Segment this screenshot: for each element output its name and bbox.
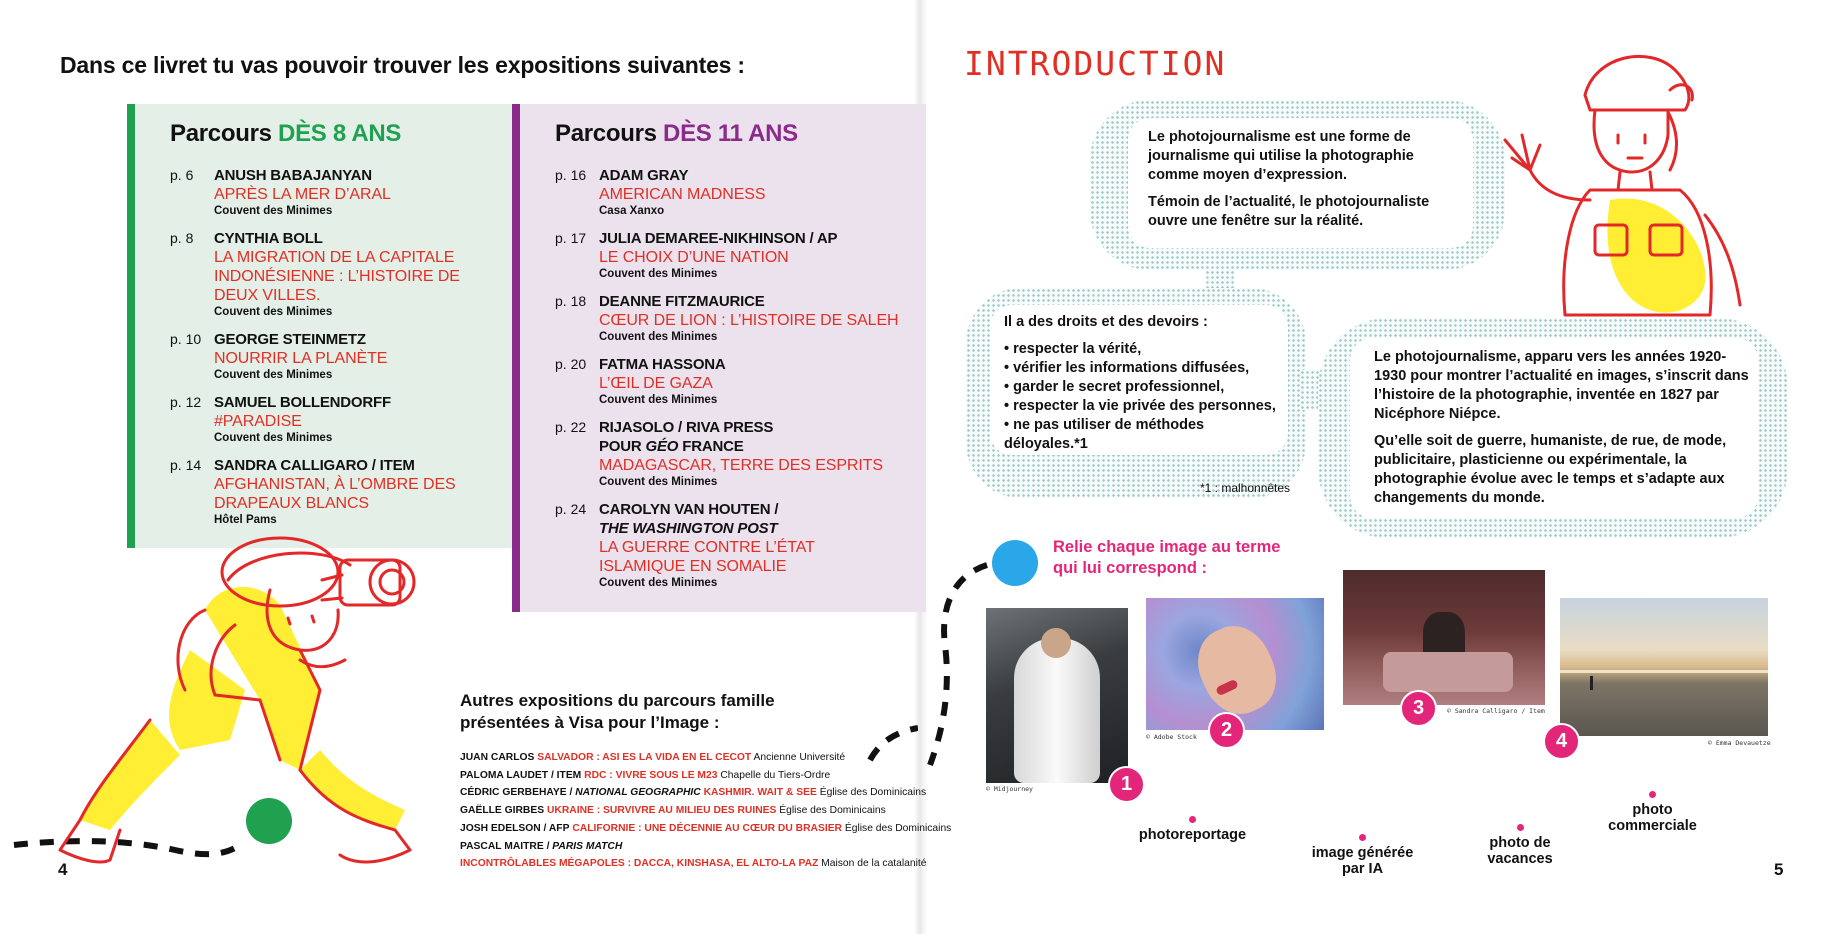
other-title: CALIFORNIE : UNE DÉCENNIE AU CŒUR DU BRASIER bbox=[572, 822, 842, 834]
exhibition-author: ANUSH BABAJANYAN bbox=[214, 167, 372, 184]
exhibition-entry bbox=[170, 393, 514, 446]
other-title: SALVADOR : ASI ES LA VIDA EN EL CECOT bbox=[537, 752, 752, 763]
exhibition-location: Couvent des Minimes bbox=[599, 331, 718, 343]
exhibition-location: Couvent des Minimes bbox=[214, 432, 333, 444]
exhibition-author: GEORGE STEINMETZ bbox=[214, 331, 366, 348]
exhibition-author-line2 bbox=[599, 437, 920, 456]
exhibition-author: SANDRA CALLIGARO / ITEM bbox=[214, 457, 415, 474]
blue-dot bbox=[992, 540, 1038, 586]
exhibition-author: ADAM GRAY bbox=[599, 167, 689, 184]
dashed-path-exercise bbox=[925, 555, 995, 775]
exhibition-author: FATMA HASSONA bbox=[599, 356, 726, 373]
photo-ai-generated bbox=[986, 608, 1128, 783]
exhibition-list bbox=[170, 166, 514, 538]
exhibition-title: #PARADISE bbox=[214, 413, 302, 430]
intro-title: INTRODUCTION bbox=[964, 44, 1227, 83]
other-author-publication: PARIS MATCH bbox=[552, 840, 623, 852]
other-author: JUAN CARLOS bbox=[460, 752, 535, 763]
panel-title-age: DÈS 8 ANS bbox=[278, 120, 402, 147]
panel-title bbox=[170, 120, 401, 148]
duties-intro: Il a des droits et des devoirs : bbox=[1004, 314, 1208, 330]
other-exhibition-row bbox=[460, 784, 951, 802]
other-author: PASCAL MAITRE / bbox=[460, 840, 553, 852]
other-author: CÉDRIC GERBEHAYE / bbox=[460, 787, 576, 799]
other-exhibition-row bbox=[460, 802, 951, 820]
other-location: Ancienne Université bbox=[753, 752, 846, 763]
page-ref: p. 24 bbox=[555, 501, 587, 517]
green-dot bbox=[246, 798, 292, 844]
speech-bubble-3 bbox=[1350, 338, 1758, 518]
photo-number-badge: 1 bbox=[1108, 766, 1145, 803]
page-number-left: 4 bbox=[58, 860, 68, 879]
other-author-publication: NATIONAL GEOGRAPHIC bbox=[575, 787, 701, 799]
other-title: INCONTRÔLABLES MÉGAPOLES : DACCA, KINSHASA, EL ALTO-LA PAZ bbox=[460, 858, 819, 870]
exhibition-author: SAMUEL BOLLENDORFF bbox=[214, 394, 391, 411]
exhibition-title: AMERICAN MADNESS bbox=[599, 186, 766, 203]
panel-title bbox=[555, 120, 798, 148]
exhibition-title: LE CHOIX D’UNE NATION bbox=[599, 249, 789, 266]
exhibition-author: CAROLYN VAN HOUTEN / bbox=[599, 501, 779, 518]
duties-list bbox=[1004, 340, 1289, 454]
exhibition-location: Couvent des Minimes bbox=[599, 476, 718, 488]
other-title: RDC : VIVRE SOUS LE M23 bbox=[584, 769, 718, 781]
history-paragraph: Qu’elle soit de guerre, humaniste, de rue, de mode, publicitaire, plasticienne ou expérimentale, la photographie évolue avec le temps et s’adapte aux changements du monde. bbox=[1374, 433, 1727, 506]
page-ref: p. 17 bbox=[555, 230, 587, 246]
author-line2-prefix: POUR bbox=[599, 438, 646, 455]
exercise-instruction: Relie chaque image au terme qui lui correspond : bbox=[1053, 538, 1281, 577]
other-title: KASHMIR. WAIT & SEE bbox=[703, 787, 817, 799]
panel-title-prefix: Parcours bbox=[555, 120, 664, 147]
page-number-right: 5 bbox=[1774, 860, 1784, 879]
other-location: Église des Dominicains bbox=[844, 822, 952, 834]
exhibition-title: LA MIGRATION DE LA CAPITALE INDONÉSIENNE : L’HISTOIRE DE DEUX VILLES. bbox=[214, 249, 460, 304]
other-location: Église des Dominicains bbox=[819, 787, 927, 799]
duty-item: • ne pas utiliser de méthodes déloyales.*1 bbox=[1004, 417, 1205, 452]
exhibition-entry bbox=[555, 166, 920, 219]
author-line2-suffix: FRANCE bbox=[678, 438, 744, 455]
exhibition-author-publication: THE WASHINGTON POST bbox=[599, 520, 778, 537]
other-exhibitions-title: Autres expositions du parcours famille présentées à Visa pour l’Image : bbox=[460, 691, 775, 732]
exhibition-title: NOURRIR LA PLANÈTE bbox=[214, 350, 388, 367]
exhibition-entry bbox=[555, 355, 920, 408]
exhibition-location: Couvent des Minimes bbox=[214, 205, 333, 217]
term-label: photo de vacances bbox=[1487, 835, 1553, 867]
photo-number-badge: 4 bbox=[1543, 723, 1580, 760]
exhibition-author: DEANNE FITZMAURICE bbox=[599, 293, 765, 310]
exhibition-title: LA GUERRE CONTRE L’ÉTAT ISLAMIQUE EN SOMALIE bbox=[599, 539, 815, 575]
other-exhibitions-list bbox=[460, 749, 951, 873]
term-dot[interactable] bbox=[1189, 816, 1196, 823]
exhibition-location: Couvent des Minimes bbox=[599, 577, 718, 589]
exhibition-entry bbox=[170, 229, 514, 320]
dashed-path-left bbox=[14, 841, 240, 854]
page-ref: p. 18 bbox=[555, 293, 587, 309]
photo-number-badge: 2 bbox=[1208, 712, 1245, 749]
term-label: photo commerciale bbox=[1608, 802, 1697, 834]
panel-title-prefix: Parcours bbox=[170, 120, 279, 147]
term-ai-image[interactable] bbox=[1300, 834, 1425, 877]
intro-paragraph: Témoin de l’actualité, le photojournaliste ouvre une fenêtre sur la réalité. bbox=[1148, 194, 1430, 229]
footnote: *1 : malhonnêtes bbox=[1200, 481, 1291, 495]
other-exhibition-row bbox=[460, 749, 951, 767]
exhibition-title: L’ŒIL DE GAZA bbox=[599, 375, 713, 392]
intro-paragraph: Le photojournalisme est une forme de journalisme qui utilise la photographie comme moyen d’expression. bbox=[1148, 129, 1414, 183]
photo-credit: © Sandra Calligaro / Item bbox=[1447, 707, 1545, 715]
term-photoreportage[interactable] bbox=[1130, 816, 1255, 843]
page-ref: p. 16 bbox=[555, 167, 587, 183]
other-author: GAËLLE GIRBES bbox=[460, 805, 545, 817]
exhibition-author: JULIA DEMAREE-NIKHINSON / AP bbox=[599, 230, 838, 247]
route-panel-8-years bbox=[127, 104, 520, 548]
other-exhibition-row bbox=[460, 767, 951, 785]
page-ref: p. 12 bbox=[170, 394, 202, 410]
term-label: photoreportage bbox=[1138, 827, 1247, 843]
exhibition-entry bbox=[555, 292, 920, 345]
photo-credit: © Adobe Stock bbox=[1146, 733, 1197, 741]
exhibition-entry bbox=[170, 456, 514, 528]
exhibition-location: Hôtel Pams bbox=[214, 514, 277, 526]
exhibition-entry bbox=[555, 418, 920, 490]
duty-item: • garder le secret professionnel, bbox=[1004, 379, 1225, 395]
history-paragraph: Le photojournalisme, apparu vers les années 1920-1930 pour montrer l’actualité en images, s’inscrit dans l’histoire de la photographie, inventée en 1827 par Nicéphore Niépce. bbox=[1374, 349, 1749, 422]
other-title: UKRAINE : SURVIVRE AU MILIEU DES RUINES bbox=[546, 805, 777, 817]
exhibition-location: Couvent des Minimes bbox=[599, 394, 718, 406]
exhibition-location: Couvent des Minimes bbox=[214, 369, 333, 381]
photo-credit: © Emma Devauetze bbox=[1708, 739, 1771, 747]
duty-item: • respecter la vie privée des personnes, bbox=[1004, 398, 1276, 414]
panel-title-age: DÈS 11 ANS bbox=[663, 120, 798, 147]
pointing-character-illustration bbox=[1500, 40, 1770, 340]
other-author: PALOMA LAUDET / ITEM bbox=[460, 769, 582, 781]
other-location: Maison de la catalanité bbox=[821, 858, 927, 870]
exhibition-location: Casa Xanxo bbox=[599, 205, 665, 217]
exhibition-location: Couvent des Minimes bbox=[599, 268, 718, 280]
page-ref: p. 6 bbox=[170, 167, 194, 183]
exhibition-location: Couvent des Minimes bbox=[214, 306, 333, 318]
term-holiday-photo[interactable] bbox=[1470, 824, 1570, 867]
page-ref: p. 10 bbox=[170, 331, 202, 347]
other-author: JOSH EDELSON / AFP bbox=[460, 822, 570, 834]
running-photographer bbox=[60, 538, 414, 862]
photo-commercial bbox=[1146, 598, 1324, 730]
page-ref: p. 14 bbox=[170, 457, 202, 473]
term-commercial-photo[interactable] bbox=[1600, 791, 1705, 834]
duty-item: • vérifier les informations diffusées, bbox=[1004, 360, 1250, 376]
other-location: Chapelle du Tiers-Ordre bbox=[720, 769, 831, 781]
exhibition-entry bbox=[555, 229, 920, 282]
other-location: Église des Dominicains bbox=[779, 805, 886, 817]
exhibition-entry bbox=[170, 330, 514, 383]
exhibition-author: RIJASOLO / RIVA PRESS bbox=[599, 419, 774, 436]
speech-bubble-1 bbox=[1128, 118, 1473, 248]
other-exhibition-row bbox=[460, 838, 951, 856]
photo-number-badge: 3 bbox=[1400, 690, 1437, 727]
other-exhibition-row bbox=[460, 820, 951, 838]
exhibition-title: CŒUR DE LION : L’HISTOIRE DE SALEH bbox=[599, 312, 899, 329]
photo-credit: © Midjourney bbox=[986, 785, 1033, 793]
photo-reportage bbox=[1343, 570, 1545, 705]
exhibition-title: APRÈS LA MER D’ARAL bbox=[214, 186, 391, 203]
term-dot[interactable] bbox=[1649, 791, 1656, 798]
duty-item: • respecter la vérité, bbox=[1004, 341, 1142, 357]
author-line2-italic: GÉO bbox=[645, 438, 679, 455]
page-ref: p. 22 bbox=[555, 419, 587, 435]
page-headline: Dans ce livret tu vas pouvoir trouver les expositions suivantes : bbox=[60, 52, 745, 78]
page-ref: p. 20 bbox=[555, 356, 587, 372]
term-dot[interactable] bbox=[1517, 824, 1524, 831]
speech-bubble-2 bbox=[990, 305, 1288, 455]
photo-holiday bbox=[1560, 598, 1768, 736]
exhibition-author: CYNTHIA BOLL bbox=[214, 230, 323, 247]
exhibition-title: MADAGASCAR, TERRE DES ESPRITS bbox=[599, 457, 883, 474]
other-exhibition-row bbox=[460, 855, 951, 873]
exhibition-title: AFGHANISTAN, À L’OMBRE DES DRAPEAUX BLANCS bbox=[214, 476, 456, 512]
page-ref: p. 8 bbox=[170, 230, 194, 246]
term-label: image générée par IA bbox=[1311, 845, 1414, 877]
term-dot[interactable] bbox=[1359, 834, 1366, 841]
exhibition-entry bbox=[170, 166, 514, 219]
